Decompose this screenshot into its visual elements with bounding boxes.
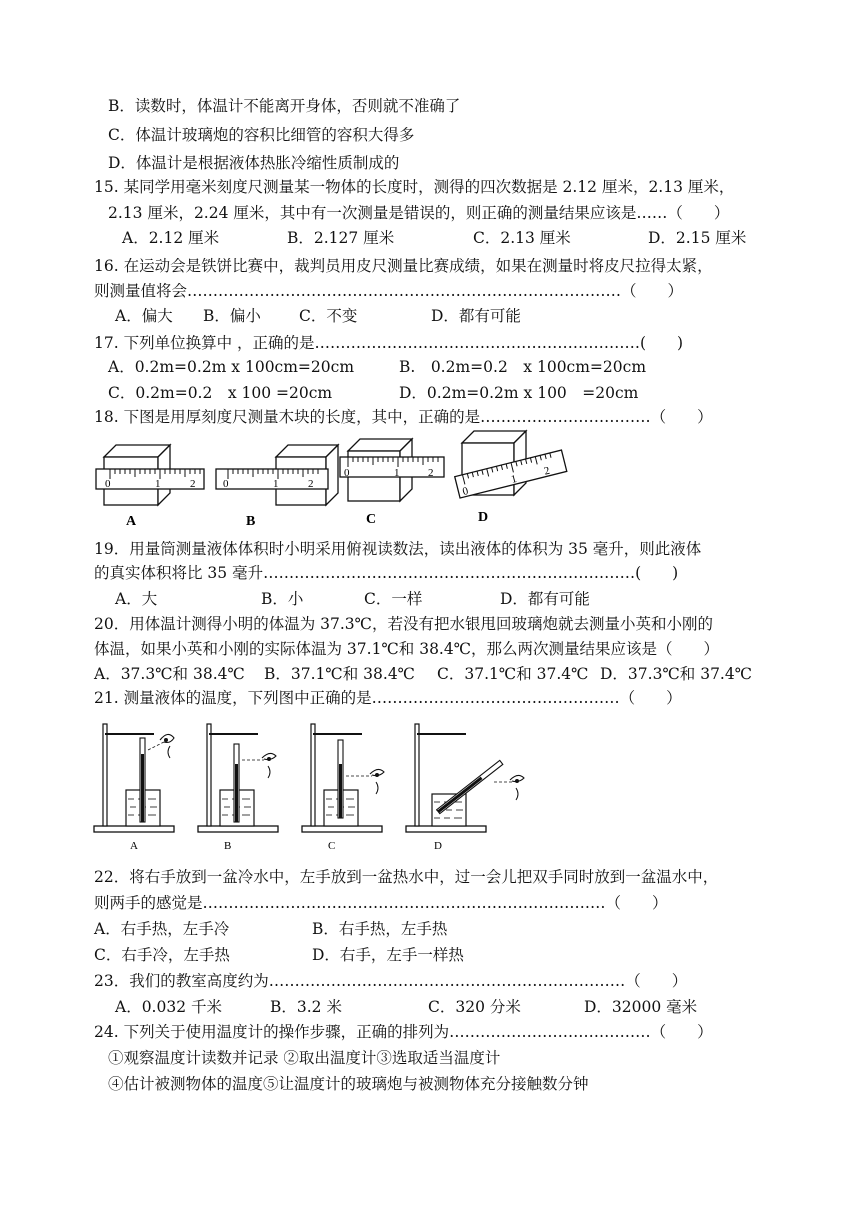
question-line-q15b: 2.13 厘米，2.24 厘米，其中有一次测量是错误的，则正确的测量结果应该是……（ ）	[108, 204, 730, 222]
answer-option-q15-A: A．2.12 厘米	[122, 229, 220, 247]
question-line-q24s2: ④估计被测物体的温度⑤让温度计的玻璃炮与被测物体充分接触数分钟	[108, 1075, 589, 1093]
answer-option-q19-C: C．一样	[364, 590, 423, 608]
stand-d	[406, 724, 524, 852]
answer-option-q17-A: A．0.2m=0.2m x 100cm=20cm	[108, 358, 355, 376]
question-line-q20b: 体温，如果小英和小刚的实际体温为 37.1℃和 38.4℃，那么两次测量结果应该是（ ）	[94, 640, 720, 658]
ruler-b-tick-1: 1	[273, 478, 279, 490]
answer-option-q22-C: C．右手冷，左手热	[94, 946, 230, 964]
answer-option-q17-D: D．0.2m=0.2m x 100 =20cm	[399, 384, 639, 402]
answer-option-q20-D: D．37.3℃和 37.4℃	[600, 665, 753, 683]
question-line-q14b: B．读数时，体温计不能离开身体，否则就不准确了	[108, 97, 461, 115]
answer-option-q23-D: D．32000 毫米	[584, 998, 698, 1016]
panel-d-label: D	[478, 510, 489, 525]
ruler-b-tick-2: 2	[308, 478, 314, 490]
answer-option-q20-A: A．37.3℃和 38.4℃	[94, 665, 245, 683]
stand-a-label: A	[130, 840, 138, 852]
ruler-a-tick-1: 1	[155, 478, 161, 490]
panel-c-label: C	[366, 512, 377, 527]
question-line-q16a: 16. 在运动会是铁饼比赛中，裁判员用皮尺测量比赛成绩，如果在测量时将皮尺拉得太紧，	[94, 257, 713, 275]
answer-option-q23-B: B．3.2 米	[270, 998, 342, 1016]
question-line-q24: 24. 下列关于使用温度计的操作步骤，正确的排列为…………………………………（ ）	[94, 1023, 713, 1041]
panel-a	[96, 445, 204, 529]
stand-c-label: C	[328, 840, 336, 852]
answer-option-q22-D: D．右手，左手一样热	[312, 946, 464, 964]
answer-option-q16-B: B．偏小	[203, 307, 261, 325]
answer-option-q15-B: B．2.127 厘米	[287, 229, 395, 247]
answer-option-q16-A: A．偏大	[115, 307, 173, 325]
answer-option-q17-B: B. 0.2m=0.2 x 100cm=20cm	[399, 358, 647, 376]
question-line-q22b: 则两手的感觉是……………………………………………………………………（ ）	[94, 894, 668, 912]
question-line-q22a: 22．将右手放到一盆冷水中，左手放到一盆热水中，过一会儿把双手同时放到一盆温水中，	[94, 868, 719, 886]
stand-b-label: B	[224, 840, 232, 852]
answer-option-q19-D: D．都有可能	[500, 590, 590, 608]
ruler-c-tick-2: 2	[428, 467, 434, 479]
answer-option-q16-C: C．不变	[299, 307, 358, 325]
question-line-q16b: 则测量值将会…………………………………………………………………………（ ）	[94, 282, 684, 300]
answer-option-q20-B: B．37.1℃和 38.4℃	[264, 665, 416, 683]
answer-option-q19-B: B．小	[261, 590, 304, 608]
question-line-q14d: D．体温计是根据液体热胀冷缩性质制成的	[108, 154, 400, 172]
answer-option-q22-A: A．右手热，左手冷	[94, 920, 230, 938]
ruler-figure-q18	[88, 425, 578, 530]
thermometer-figure-q21	[90, 714, 550, 852]
ruler-a-tick-2: 2	[190, 478, 196, 490]
question-line-q21: 21. 测量液体的温度，下列图中正确的是…………………………………………（ ）	[94, 689, 682, 707]
ruler-c-tick-0: 0	[344, 467, 350, 479]
ruler-c-tick-1: 1	[394, 467, 400, 479]
stand-c	[302, 724, 384, 852]
answer-option-q15-C: C．2.13 厘米	[473, 229, 571, 247]
question-line-q19b: 的真实体积将比 35 毫升………………………………………………………………( )	[94, 564, 679, 582]
question-line-q20a: 20．用体温计测得小明的体温为 37.3℃，若没有把水银甩回玻璃炮就去测量小英和小刚的	[94, 615, 714, 633]
answer-option-q16-D: D．都有可能	[431, 307, 521, 325]
panel-d	[455, 431, 567, 525]
ruler-d-tick-0: 0	[461, 485, 470, 499]
stand-d-label: D	[434, 840, 442, 852]
answer-option-q17-C: C．0.2m=0.2 x 100 =20cm	[108, 384, 333, 402]
answer-option-q23-A: A．0.032 千米	[115, 998, 222, 1016]
question-line-q15a: 15. 某同学用毫米刻度尺测量某一物体的长度时，测得的四次数据是 2.12 厘米，2.13 厘米，	[94, 178, 735, 196]
question-line-q23: 23．我们的教室高度约为……………………………………………………………（ ）	[94, 972, 688, 990]
panel-c	[340, 439, 444, 527]
panel-a-label: A	[126, 514, 137, 529]
stand-b	[198, 724, 278, 852]
question-line-q19a: 19．用量筒测量液体体积时小明采用俯视读数法，读出液体的体积为 35 毫升，则此液体	[94, 540, 702, 558]
panel-b-label: B	[246, 514, 256, 529]
question-line-q24s1: ①观察温度计读数并记录 ②取出温度计③选取适当温度计	[108, 1049, 501, 1067]
question-line-q17: 17. 下列单位换算中 ，正确的是………………………………………………………( )	[94, 334, 684, 352]
answer-option-q15-D: D．2.15 厘米	[648, 229, 747, 247]
stand-a	[94, 724, 174, 852]
answer-option-q22-B: B．右手热，左手热	[312, 920, 448, 938]
answer-option-q23-C: C．320 分米	[428, 998, 521, 1016]
answer-option-q20-C: C．37.1℃和 37.4℃	[437, 665, 589, 683]
ruler-a-tick-0: 0	[105, 478, 111, 490]
ruler-b-tick-0: 0	[223, 478, 229, 490]
question-line-q14c: C．体温计玻璃炮的容积比细管的容积大得多	[108, 126, 415, 144]
ruler-d-tick-2: 2	[542, 464, 552, 478]
question-line-q18: 18. 下图是用厚刻度尺测量木块的长度，其中，正确的是……………………………（ ）	[94, 408, 713, 426]
answer-option-q19-A: A．大	[115, 590, 158, 608]
ruler-d-tick-1: 1	[509, 472, 519, 486]
panel-b	[216, 445, 338, 529]
